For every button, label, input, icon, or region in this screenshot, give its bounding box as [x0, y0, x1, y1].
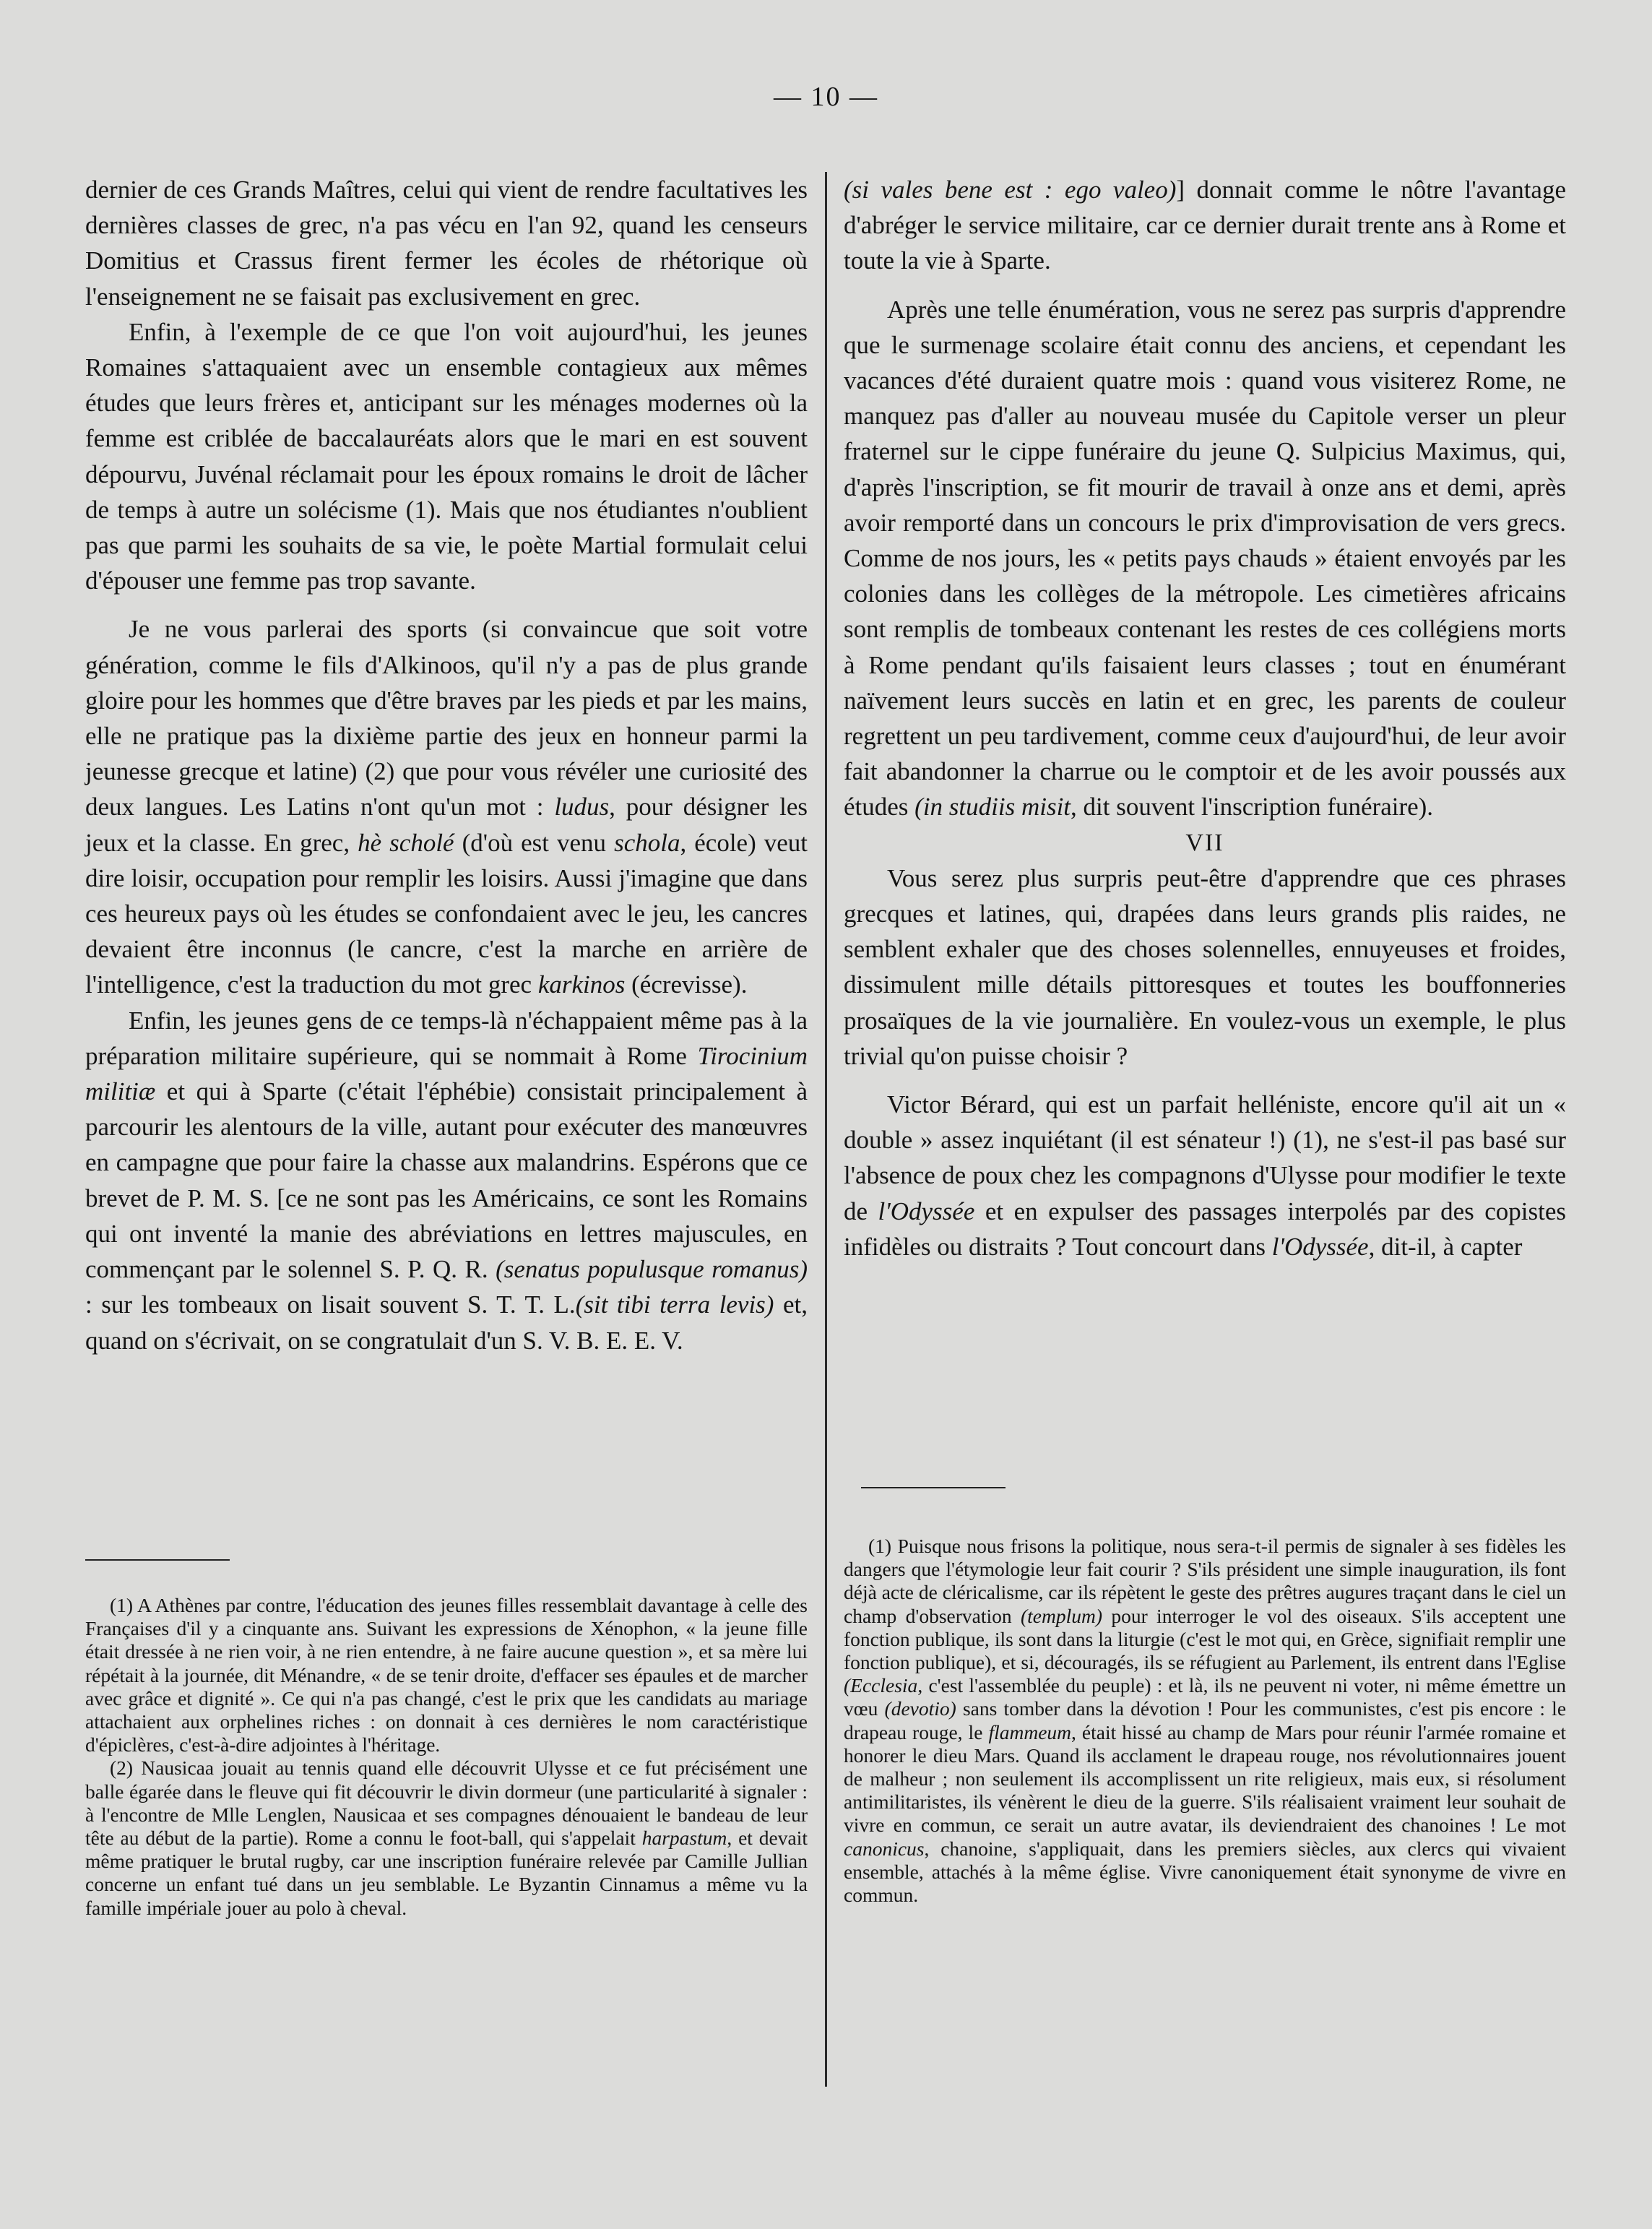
page-number: — 10 — [774, 82, 878, 112]
footnote-rule [85, 1559, 230, 1561]
footnote-rule [861, 1487, 1006, 1488]
section-heading: VII [1185, 829, 1224, 856]
footnote: (1) Puisque nous frisons la politique, nous sera-t-il permis de signaler à ses fidèles les dangers que l'étymologie leur fait courir ? S'ils président une simple inauguration, ils font déjà acte de cléricalisme, car ils répètent le geste des prêtres augures traçant dans le ciel un champ d'observation (templum) pour interroger le vol des oiseaux. S'ils acceptent une fonction publique, ils sont dans la liturgie (c'est le mot qui, en Grèce, signifiait remplir une fonction publique), et si, découragés, ils se réfugient au Parlement, ils entrent dans l'Eglise (Ecclesia, c'est l'assemblée du peuple) : et là, ils ne peuvent ni voter, ni même émettre un vœu (devotio) sans tomber dans la dévotion ! Pour les communistes, c'est pis encore : le drapeau rouge, le flammeum, était hissé au champ de Mars pour réunir l'armée romaine et honorer le dieu Mars. Quand ils acclament le drapeau rouge, nos révolutionnaires jouent de malheur ; non seulement ils accomplissent un rite religieux, mais eux, si résolument antimilitaristes, ils vénèrent le dieu de la guerre. S'ils réalisaient vraiment leur souhait de vivre en commun, ce serait un autre avatar, ils deviendraient des chanoines ! Le mot canonicus, chanoine, s'appliquait, dans les premiers siècles, aux clercs qui vivaient ensemble, attachés à la même église. Vivre canoniquement était synonyme de vivre en commun. [844, 1535, 1567, 1907]
paragraph: (si vales bene est : ego valeo)] donnait comme le nôtre l'avantage d'abréger le service militaire, car ce dernier durait trente ans à Rome et toute la vie à Sparte. [844, 176, 1566, 275]
paragraph: dernier de ces Grands Maîtres, celui qui vient de rendre facultatives les dernières classes de grec, n'a pas vécu en l'an 92, quand les censeurs Domitius et Crassus firent fermer les écoles de rhétorique où l'enseignement ne se faisait pas exclusivement en grec. [85, 176, 808, 311]
footnotes-right [844, 1535, 1566, 2084]
left-column [85, 172, 808, 1510]
footnotes-left [85, 1594, 808, 2056]
paragraph: Je ne vous parlerai des sports (si convaincue que soit votre génération, comme le fils d'Alkinoos, qu'il n'y a pas de plus grande gloire pour les hommes que d'être braves par les pieds et par les mains, elle ne pratique pas la dixième partie des jeux en honneur parmi la jeunesse grecque et latine) (2) que pour vous révéler une curiosité des deux langues. Les Latins n'ont qu'un mot : ludus, pour désigner les jeux et la classe. En grec, hè scholé (d'où est venu schola, école) veut dire loisir, occupation pour remplir les loisirs. Aussi j'imagine que dans ces heureux pays où les études se confondaient avec le jeu, les cancres devaient être inconnus (le cancre, c'est la marche en arrière de l'intelligence, c'est la traduction du mot grec karkinos (écrevisse). [85, 615, 808, 999]
right-column [844, 172, 1566, 1422]
paragraph: Après une telle énumération, vous ne serez pas surpris d'apprendre que le surmenage scolaire était connu des anciens, et cependant les vacances d'été duraient quatre mois : quand vous visiterez Rome, ne manquez pas d'aller au nouveau musée du Capitole verser un pleur fraternel sur le cippe funéraire du jeune Q. Sulpicius Maximus, qui, d'après l'inscription, se fit mourir de travail à onze ans et demi, après avoir remporté dans un concours le prix d'improvisation de vers grecs. Comme de nos jours, les « petits pays chauds » étaient envoyés par les colonies dans les collèges de la métropole. Les cimetières africains sont remplis de tombeaux contenant les restes de ces collégiens morts à Rome pendant qu'ils faisaient leurs classes ; tout en énumérant naïvement leurs succès en latin et en grec, les parents de couleur regrettent un peu tardivement, comme ceux d'aujourd'hui, de leur avoir fait abandonner la charrue ou le comptoir et de les avoir poussés aux études (in studiis misit, dit souvent l'inscription funéraire). [844, 295, 1566, 822]
paragraph: Victor Bérard, qui est un parfait helléniste, encore qu'il ait un « double » assez inquiétant (il est sénateur !) (1), ne s'est-il pas basé sur l'absence de poux chez les compagnons d'Ulysse pour modifier le texte de l'Odyssée et en expulser des passages interpolés par des copistes infidèles ou distraits ? Tout concourt dans l'Odyssée, dit-il, à capter [844, 1090, 1566, 1261]
footnote: (1) A Athènes par contre, l'éducation des jeunes filles ressemblait davantage à celle des Françaises d'il y a cinquante ans. Suivant les expressions de Xénophon, « la jeune fille était dressée à ne rien voir, à ne rien entendre, à ne faire aucune question », et sa mère lui répétait à la journée, dit Ménandre, « de se tenir droite, d'effacer ses épaules et de marcher avec grâce et dignité ». Ce qui n'a pas changé, c'est le prix que les candidats au mariage attachaient aux orphelines riches : on donnait à ces dernières le nom caractéristique d'épiclères, c'est-à-dire adjointes à l'héritage. [85, 1594, 808, 1756]
paragraph: Enfin, les jeunes gens de ce temps-là n'échappaient même pas à la préparation militaire supérieure, qui se nommait à Rome Tirocinium militiæ et qui à Sparte (c'était l'éphébie) consistait principalement à parcourir les alentours de la ville, autant pour exécuter des manœuvres en campagne que pour faire la chasse aux malandrins. Espérons que ce brevet de P. M. S. [ce ne sont pas les Américains, ce sont les Romains qui ont inventé la manie des abréviations en lettres majuscules, en commençant par le solennel S. P. Q. R. (senatus populusque romanus) : sur les tombeaux on lisait souvent S. T. T. L.(sit tibi terra levis) et, quand on s'écrivait, on se congratulait d'un S. V. B. E. E. V. [85, 1006, 808, 1355]
footnote: (2) Nausicaa jouait au tennis quand elle découvrit Ulysse et ce fut précisément une balle égarée dans le fleuve qui fit découvrir le divin dormeur (une particularité à signaler : à l'encontre de Mlle Lenglen, Nausicaa et ses compagnes dénouaient le bandeau de leur tête au début de la partie). Rome a connu le foot-ball, qui s'appelait harpastum, et devait même pratiquer le brutal rugby, car une inscription funéraire relevée par Camille Jullian concerne un enfant tué dans un jeu semblable. Le Byzantin Cinnamus a même vu la famille impériale jouer au polo à cheval. [85, 1756, 808, 1919]
column-divider [825, 172, 827, 2087]
paragraph: Enfin, à l'exemple de ce que l'on voit aujourd'hui, les jeunes Romaines s'attaquaient avec un ensemble contagieux aux mêmes études que leurs frères et, anticipant sur les ménages modernes où la femme est criblée de baccalauréats alors que le mari en est souvent dépourvu, Juvénal réclamait pour les époux romains le droit de lâcher de temps à autre un solécisme (1). Mais que nos étudiantes n'oublient pas que parmi les souhaits de sa vie, le poète Martial formulait celui d'épouser une femme pas trop savante. [85, 317, 808, 595]
paragraph: Vous serez plus surpris peut-être d'apprendre que ces phrases grecques et latines, qui, drapées dans leurs grands plis raides, ne semblent exhaler que des choses solennelles, ennuyeuses et froides, dissimulent mille détails pittoresques et toutes les bouffonneries prosaïques de la vie journalière. En voulez-vous un exemple, le plus trivial qu'on puisse choisir ? [844, 863, 1566, 1070]
